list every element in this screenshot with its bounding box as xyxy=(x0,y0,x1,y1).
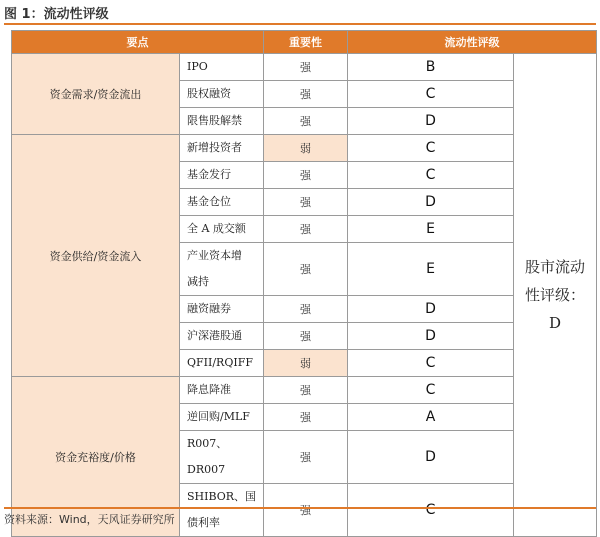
liquidity-rating-table xyxy=(11,30,597,537)
market-rating-line2: 性评级：D xyxy=(524,286,585,332)
factor-cell: 降息降准 xyxy=(180,377,264,404)
rating-cell: D xyxy=(348,323,514,350)
table-row xyxy=(12,377,597,404)
importance-cell: 强 xyxy=(264,377,348,404)
importance-cell: 强 xyxy=(264,216,348,243)
group-outflow: 资金需求/资金流出 xyxy=(12,54,180,135)
header-factor: 要点 xyxy=(12,31,264,54)
factor-cell: 股权融资 xyxy=(180,81,264,108)
factor-cell: 全 A 成交额 xyxy=(180,216,264,243)
factor-line1: 产业资本增 xyxy=(187,249,242,262)
table-row xyxy=(12,135,597,162)
factor-cell: IPO xyxy=(180,54,264,81)
importance-cell: 强 xyxy=(264,189,348,216)
factor-cell: 融资融券 xyxy=(180,296,264,323)
importance-cell: 强 xyxy=(264,404,348,431)
importance-cell: 弱 xyxy=(264,350,348,377)
rating-cell: C xyxy=(348,135,514,162)
figure-title: 图 1：流动性评级 xyxy=(4,7,109,22)
importance-cell: 强 xyxy=(264,484,348,537)
factor-cell: 新增投资者 xyxy=(180,135,264,162)
factor-line2: 债利率 xyxy=(187,516,220,529)
rating-cell: D xyxy=(348,431,514,484)
table-row xyxy=(12,54,597,81)
importance-cell: 强 xyxy=(264,81,348,108)
source-note: 资料来源：Wind，天风证券研究所 xyxy=(4,507,596,527)
market-rating-cell xyxy=(514,54,597,537)
importance-cell: 强 xyxy=(264,162,348,189)
factor-cell: R007、DR007 xyxy=(180,431,264,484)
factor-cell xyxy=(180,243,264,296)
rating-cell: C xyxy=(348,350,514,377)
rating-cell: E xyxy=(348,243,514,296)
factor-cell: 基金仓位 xyxy=(180,189,264,216)
market-rating-line1: 股市流动 xyxy=(524,258,585,276)
factor-cell: 沪深港股通 xyxy=(180,323,264,350)
factor-line1: SHIBOR、国 xyxy=(187,490,257,503)
importance-cell: 强 xyxy=(264,54,348,81)
rating-cell: E xyxy=(348,216,514,243)
header-row xyxy=(12,31,597,54)
rating-cell: C xyxy=(348,377,514,404)
importance-cell: 弱 xyxy=(264,135,348,162)
group-abundance: 资金充裕度/价格 xyxy=(12,377,180,537)
rating-cell: C xyxy=(348,162,514,189)
importance-cell: 强 xyxy=(264,296,348,323)
importance-cell: 强 xyxy=(264,108,348,135)
rating-cell: C xyxy=(348,81,514,108)
rating-cell: D xyxy=(348,189,514,216)
importance-cell: 强 xyxy=(264,431,348,484)
factor-cell: 基金发行 xyxy=(180,162,264,189)
rating-cell: B xyxy=(348,54,514,81)
factor-cell: 限售股解禁 xyxy=(180,108,264,135)
group-inflow: 资金供给/资金流入 xyxy=(12,135,180,377)
title-rule xyxy=(4,23,596,25)
factor-line2: 减持 xyxy=(187,275,209,288)
rating-cell: D xyxy=(348,108,514,135)
importance-cell: 强 xyxy=(264,243,348,296)
importance-cell: 强 xyxy=(264,323,348,350)
factor-cell: QFII/RQIFF xyxy=(180,350,264,377)
factor-cell: 逆回购/MLF xyxy=(180,404,264,431)
header-importance: 重要性 xyxy=(264,31,348,54)
rating-cell: C xyxy=(348,484,514,537)
header-rating: 流动性评级 xyxy=(348,31,597,54)
rating-cell: D xyxy=(348,296,514,323)
rating-cell: A xyxy=(348,404,514,431)
